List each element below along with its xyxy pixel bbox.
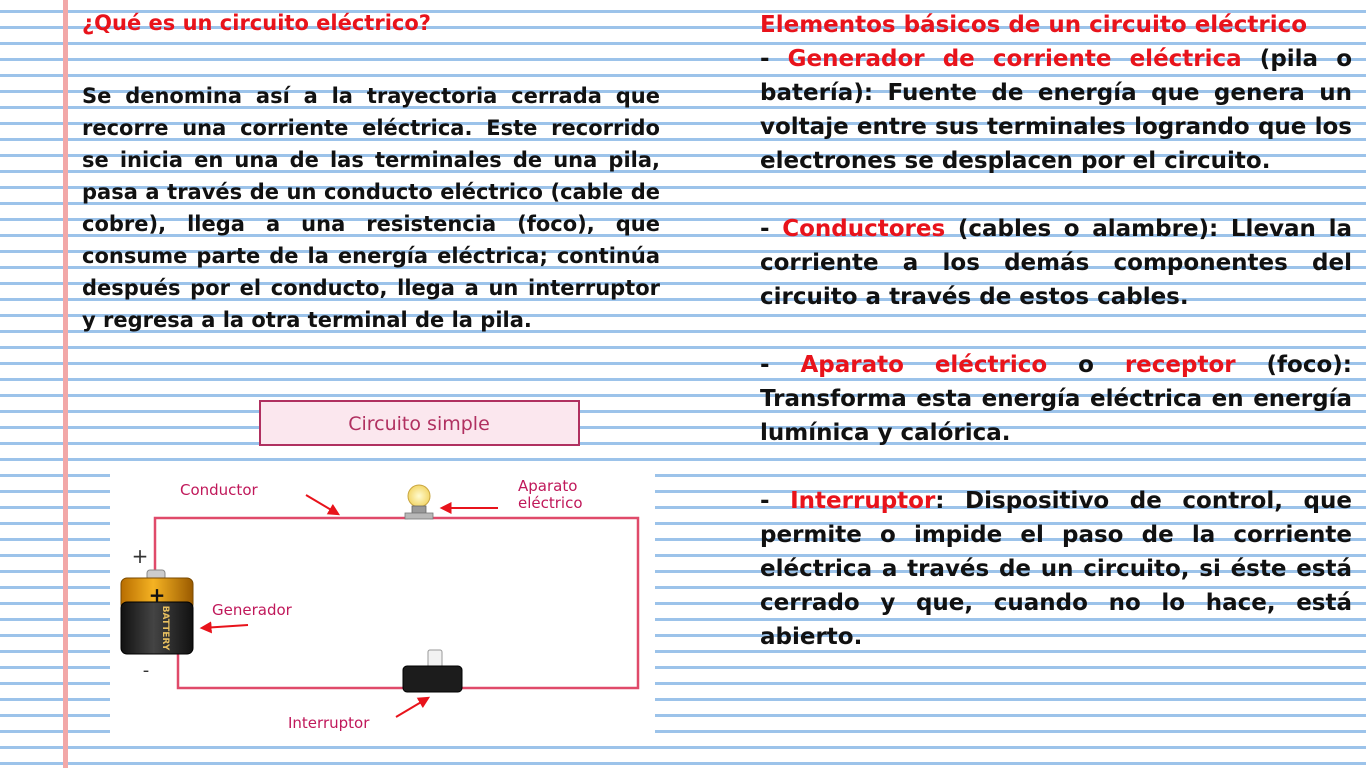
switch-label: Interruptor xyxy=(288,714,370,732)
question-title: ¿Qué es un circuito eléctrico? xyxy=(82,11,431,35)
conductors-item xyxy=(760,212,1352,314)
left-column xyxy=(82,8,660,336)
bulb-icon xyxy=(405,485,433,519)
conductors-item-prefix: - xyxy=(760,216,783,242)
generator-term: Generador de corriente eléctrica xyxy=(787,46,1242,72)
notebook-margin-line xyxy=(63,0,68,768)
diagram-title: Circuito simple xyxy=(348,413,490,435)
simple-circuit-diagram xyxy=(110,392,655,742)
switch-item-prefix: - xyxy=(760,488,791,514)
receptor-term: receptor xyxy=(1124,352,1236,378)
generator-label: Generador xyxy=(212,601,292,619)
conductors-term: Conductores xyxy=(782,216,946,242)
switch-description: : Dispositivo de control, que permite o impide el paso de la corriente eléctrica a través de un circuito, si éste está cerrado y que, cuando no lo hace, está abierto. xyxy=(760,488,1352,650)
generator-item xyxy=(760,42,1352,178)
device-description: (foco): Transforma esta energía eléctrica en energía lumínica y calórica. xyxy=(760,352,1352,446)
device-label-line1: Aparato xyxy=(518,477,578,495)
switch-item xyxy=(760,484,1352,654)
negative-terminal-sign: - xyxy=(142,660,150,681)
device-item xyxy=(760,348,1352,450)
circuit-definition: Se denomina así a la trayectoria cerrada que recorre una corriente eléctrica. Este recorrido se inicia en una de las terminales de una pila, pasa a través de un conducto eléctrico (cable de cobre), llega a una resistencia (foco), que consume parte de la energía eléctrica; continúa después por el conducto, llega a un interruptor y regresa a la otra terminal de la pila. xyxy=(82,84,660,332)
battery-icon xyxy=(121,570,193,654)
conductors-description: (cables o alambre): Llevan la corriente a los demás componentes del circuito a través de estos cables. xyxy=(760,216,1352,310)
switch-term: Interruptor xyxy=(790,488,936,514)
positive-terminal-sign: + xyxy=(131,544,149,568)
battery-label: BATTERY xyxy=(160,605,170,651)
generator-item-prefix: - xyxy=(760,46,788,72)
elements-title: Elementos básicos de un circuito eléctrico xyxy=(760,12,1308,38)
battery-plus-sign: + xyxy=(148,583,166,607)
circuit-svg xyxy=(110,392,655,742)
device-label-line2: eléctrico xyxy=(518,494,583,512)
conductor-label: Conductor xyxy=(180,481,258,499)
right-column xyxy=(760,8,1352,654)
generator-description: (pila o batería): Fuente de energía que genera un voltaje entre sus terminales logrando que los electrones se desplacen por el circuito. xyxy=(760,46,1352,174)
device-item-prefix: - xyxy=(760,352,801,378)
device-connector: o xyxy=(1047,352,1125,378)
device-term: Aparato eléctrico xyxy=(800,352,1048,378)
